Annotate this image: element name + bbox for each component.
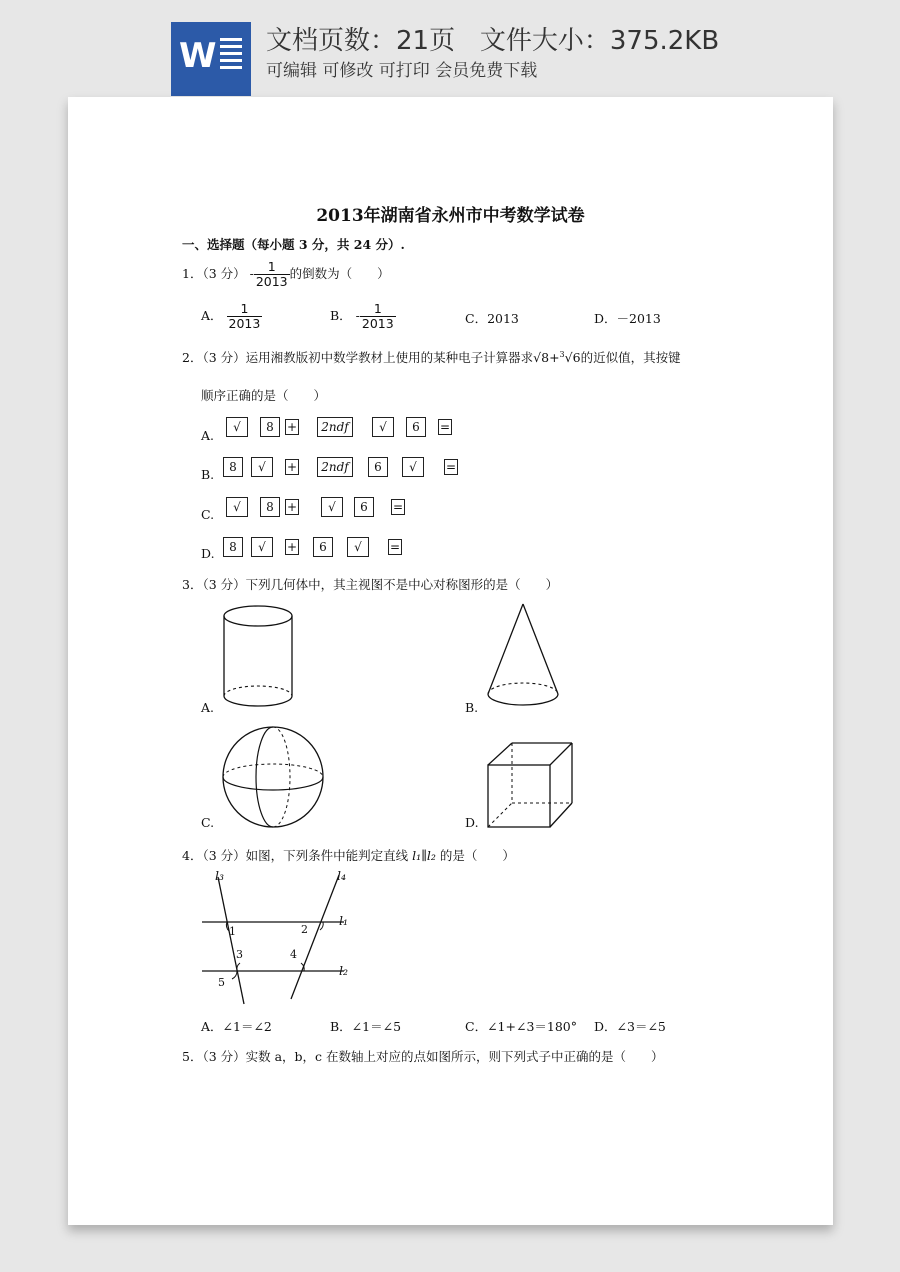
q3-option-c: C.	[201, 815, 215, 830]
key-plus: +	[286, 500, 298, 514]
q4-option-d: D．∠3＝∠5	[594, 1019, 666, 1034]
q2-expr-index: 3	[559, 349, 565, 359]
q2-expr-cbrt6: √6	[564, 350, 581, 365]
question-2	[182, 348, 681, 366]
q2-stem: 2．（3 分）运用湘教版初中数学教材上使用的某种电子计算器求	[182, 350, 534, 365]
q3-option-d: D.	[465, 815, 479, 830]
q2-stem-end: 的近似值，其按键	[580, 350, 681, 365]
q1-b-label: B． -	[330, 308, 360, 323]
angle-1-label: 1	[229, 925, 236, 938]
key-sqrt: √	[251, 537, 273, 557]
q1-a-num: 1	[227, 302, 263, 317]
cylinder-figure	[218, 602, 298, 712]
q4-option-c: C．∠1+∠3＝180°	[465, 1019, 577, 1034]
key-equals: =	[389, 540, 401, 554]
key-sqrt: √	[226, 497, 248, 517]
question-1	[182, 260, 390, 289]
q3-option-a: A.	[201, 700, 215, 715]
q1-fraction	[254, 260, 290, 289]
q2-label-c: C.	[201, 507, 215, 522]
angle-2-label: 2	[301, 923, 308, 936]
section-heading: 一、选择题（每小题 3 分，共 24 分）.	[182, 237, 405, 252]
question-3: 3．（3 分）下列几何体中，其主视图不是中心对称图形的是（ ）	[182, 577, 559, 592]
key-sqrt: √	[372, 417, 394, 437]
key-equals: =	[439, 420, 451, 434]
q2-expr-sqrt8: √8	[533, 350, 550, 365]
key-6: 6	[354, 497, 374, 517]
q2-label-b: B.	[201, 467, 215, 482]
question-5: 5．（3 分）实数 a，b，c 在数轴上对应的点如图所示，则下列式子中正确的是（ ）	[182, 1049, 664, 1064]
q1-option-d: D．－2013	[594, 311, 661, 326]
key-8: 8	[260, 497, 280, 517]
sphere-figure	[221, 725, 325, 829]
key-8: 8	[223, 457, 243, 477]
key-2ndf: 2ndf	[317, 417, 353, 437]
q4-parallel: ∥	[421, 848, 427, 863]
key-equals: =	[445, 460, 457, 474]
fig-label-l2: l₂	[339, 963, 349, 978]
logo-letter: W	[179, 36, 217, 76]
banner	[0, 0, 900, 100]
key-8: 8	[223, 537, 243, 557]
q4-stem-prefix: 4．（3 分）如图，下列条件中能判定直线	[182, 848, 413, 863]
fig-label-l1: l₁	[339, 913, 349, 928]
key-2ndf: 2ndf	[317, 457, 353, 477]
key-sqrt: √	[347, 537, 369, 557]
q4-l2: l₂	[426, 848, 436, 863]
q4-l1: l₁	[412, 848, 422, 863]
q1-frac-num: 1	[254, 260, 290, 275]
file-info-subtitle: 可编辑 可修改 可打印 会员免费下载	[266, 61, 538, 81]
key-8: 8	[260, 417, 280, 437]
q4-option-a: A．∠1＝∠2	[201, 1019, 272, 1034]
key-sqrt: √	[226, 417, 248, 437]
question-4	[182, 846, 515, 864]
logo-lines	[220, 38, 242, 73]
q1-option-b	[330, 302, 396, 331]
q2-stem-line2: 顺序正确的是（ ）	[201, 388, 327, 403]
fig-label-l4: l₄	[337, 868, 347, 883]
exam-title: 2013年湖南省永州市中考数学试卷	[316, 206, 585, 226]
word-document-icon	[171, 22, 251, 96]
q3-option-b: B.	[465, 700, 479, 715]
fig-label-l3: l₃	[215, 868, 225, 883]
q2-label-d: D.	[201, 546, 215, 561]
key-6: 6	[368, 457, 388, 477]
key-equals: =	[392, 500, 404, 514]
q1-option-c: C．2013	[465, 311, 519, 326]
q1-prefix: 1．（3 分） -	[182, 266, 254, 281]
q4-option-b: B．∠1＝∠5	[330, 1019, 402, 1034]
q1-b-num: 1	[360, 302, 396, 317]
q1-a-fraction	[227, 302, 263, 331]
key-sqrt: √	[251, 457, 273, 477]
angle-5-label: 5	[218, 976, 225, 989]
key-sqrt: √	[402, 457, 424, 477]
q1-option-a	[201, 302, 262, 331]
key-6: 6	[406, 417, 426, 437]
key-plus: +	[286, 420, 298, 434]
q1-a-den: 2013	[228, 316, 261, 331]
q1-suffix: 的倒数为（ ）	[289, 266, 390, 281]
q1-a-label: A．	[201, 308, 223, 323]
q1-b-fraction	[360, 302, 396, 331]
key-plus: +	[286, 460, 298, 474]
angle-3-label: 3	[236, 948, 243, 961]
cone-figure	[483, 602, 563, 712]
q2-label-a: A.	[201, 428, 215, 443]
q1-frac-den: 2013	[255, 274, 288, 289]
key-plus: +	[286, 540, 298, 554]
angle-4-label: 4	[290, 948, 297, 961]
q2-expr-plus: +	[549, 350, 560, 365]
key-6: 6	[313, 537, 333, 557]
file-info-title: 文档页数：21页 文件大小：375.2KB	[266, 26, 720, 56]
cube-figure	[486, 741, 576, 831]
document-page	[68, 97, 833, 1225]
q1-b-den: 2013	[361, 316, 394, 331]
q4-stem-suffix: 的是（ ）	[435, 848, 515, 863]
key-sqrt: √	[321, 497, 343, 517]
